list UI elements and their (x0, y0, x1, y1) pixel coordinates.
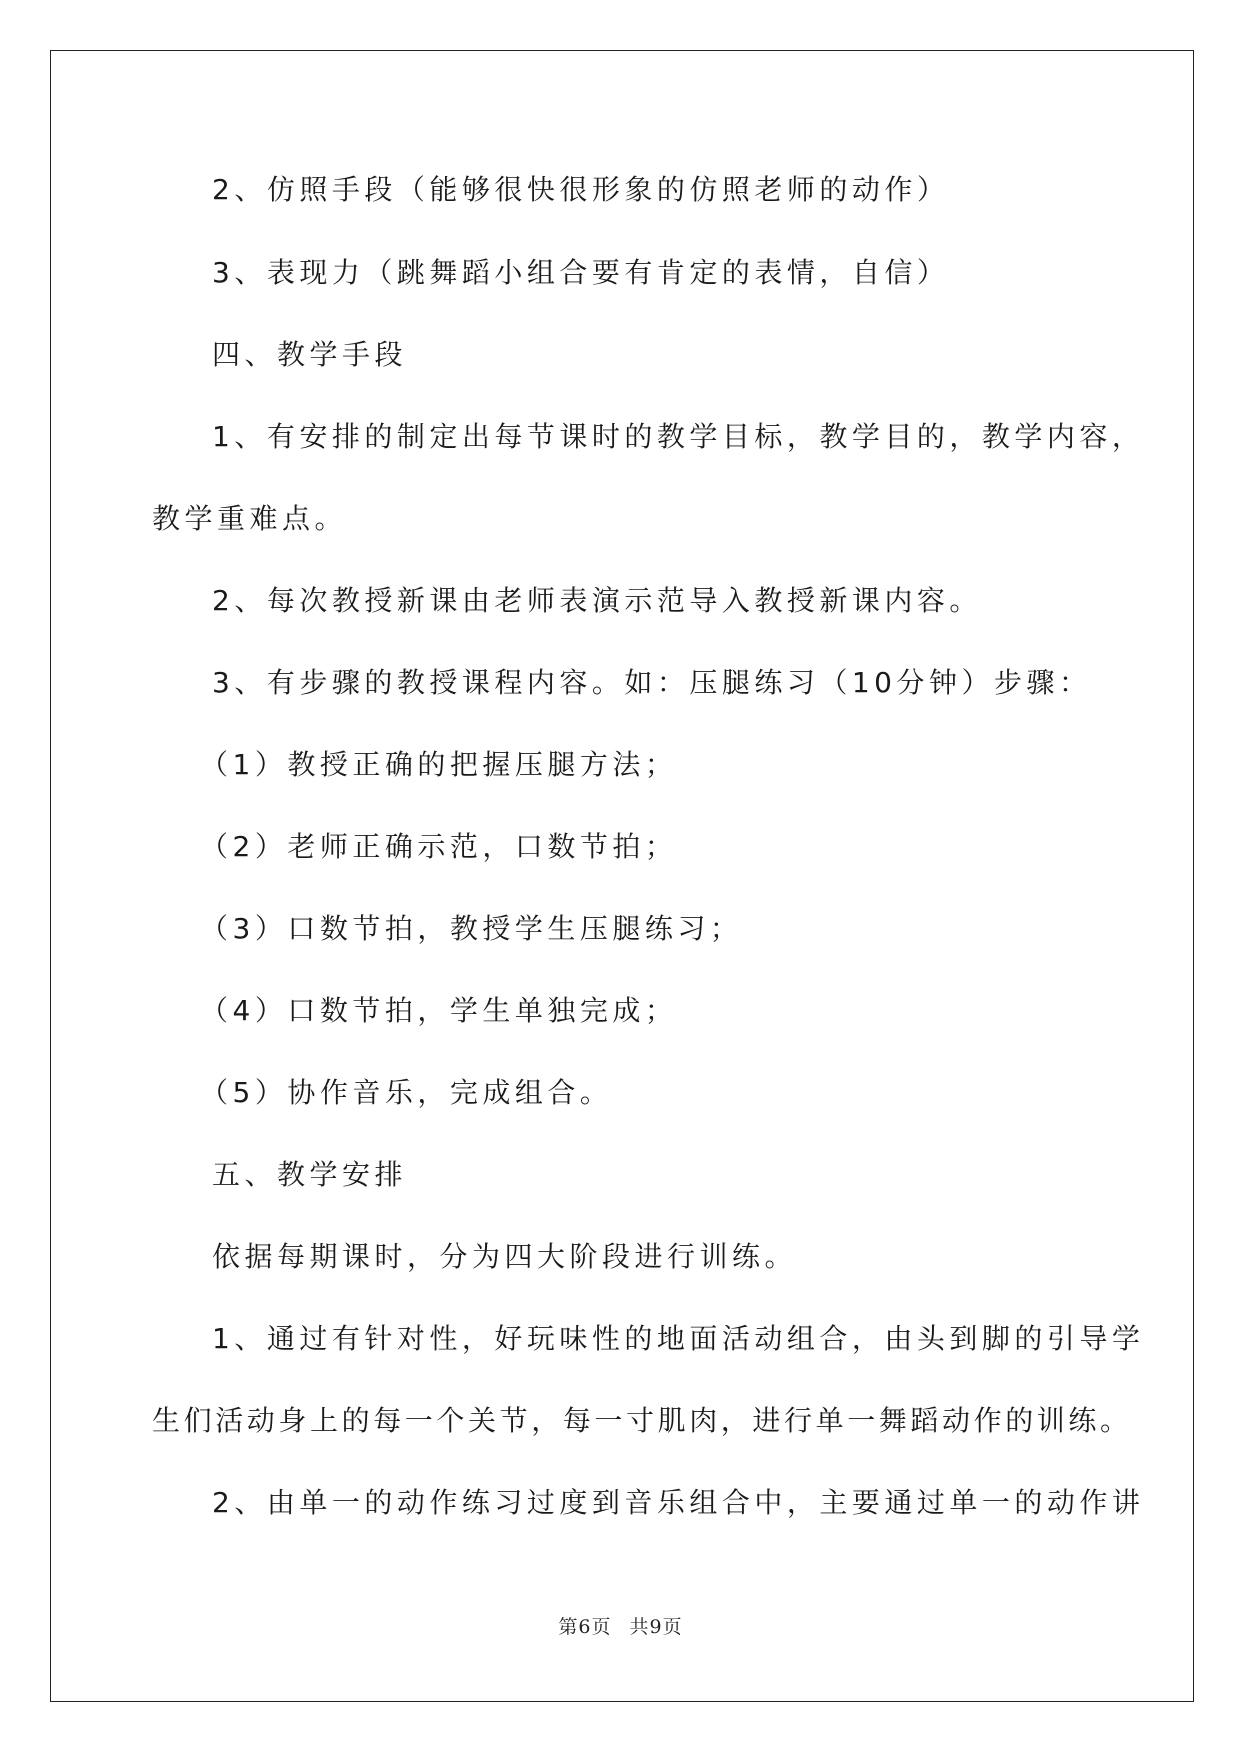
page-number: 第6页 (558, 1616, 612, 1638)
paragraph-line: 1、有安排的制定出每节课时的教学目标，教学目的，教学内容， (212, 420, 1145, 453)
paragraph-line: 教学重难点。 (152, 502, 348, 535)
paragraph-line: 1、通过有针对性，好玩味性的地面活动组合，由头到脚的引导学 (212, 1322, 1145, 1355)
list-item: （2）老师正确示范，口数节拍； (200, 830, 678, 863)
page-footer (0, 1612, 1241, 1639)
section-heading: 五、教学安排 (212, 1158, 408, 1191)
paragraph-line: 3、表现力（跳舞蹈小组合要有肯定的表情，自信） (212, 256, 950, 289)
paragraph-line: 2、每次教授新课由老师表演示范导入教授新课内容。 (212, 584, 982, 617)
list-item: （4）口数节拍，学生单独完成； (200, 994, 678, 1027)
page-total: 共9页 (629, 1616, 683, 1638)
list-item: （1）教授正确的把握压腿方法； (200, 748, 678, 781)
paragraph-line: 3、有步骤的教授课程内容。如：压腿练习（10分钟）步骤： (212, 666, 1092, 699)
paragraph-line: 2、仿照手段（能够很快很形象的仿照老师的动作） (212, 173, 950, 206)
section-heading: 四、教学手段 (212, 338, 408, 371)
list-item: （3）口数节拍，教授学生压腿练习； (200, 912, 743, 945)
paragraph-line: 生们活动身上的每一个关节，每一寸肌肉，进行单一舞蹈动作的训练。 (152, 1404, 1132, 1437)
paragraph-line: 依据每期课时，分为四大阶段进行训练。 (212, 1240, 798, 1273)
paragraph-line: 2、由单一的动作练习过度到音乐组合中，主要通过单一的动作讲 (212, 1486, 1145, 1519)
list-item: （5）协作音乐，完成组合。 (200, 1076, 613, 1109)
